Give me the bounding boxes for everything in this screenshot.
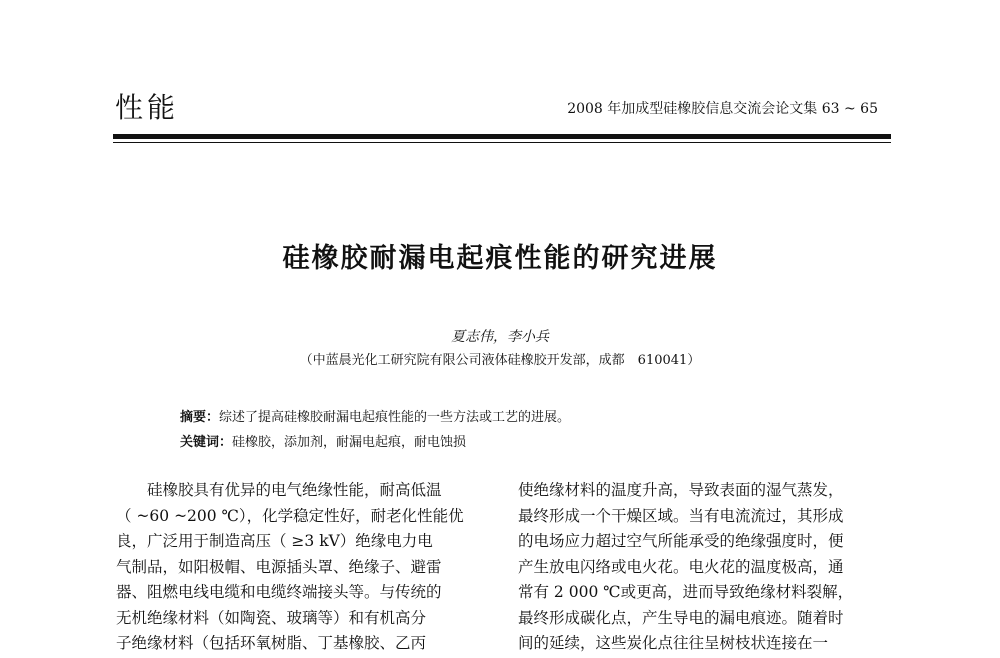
body-line: 产生放电闪络或电火花。电火花的温度极高，通 [518, 557, 844, 576]
body-line: （ ~60 ~200 ℃），化学稳定性好，耐老化性能优 [116, 506, 464, 525]
paper-title: 硅橡胶耐漏电起痕性能的研究进展 [282, 243, 718, 274]
body-line: 无机绝缘材料（如陶瓷、玻璃等）和有机高分 [116, 608, 427, 627]
abstract-text: 综述了提高硅橡胶耐漏电起痕性能的一些方法或工艺的进展。 [219, 410, 571, 425]
abstract [180, 406, 570, 425]
body-line: 气制品，如阳极帽、电源插头罩、绝缘子、避雷 [116, 557, 442, 576]
body-line: 最终形成一个干燥区域。当有电流流过，其形成 [518, 506, 844, 525]
header-rule-thick [113, 134, 891, 139]
authors: 夏志伟，李小兵 [451, 329, 549, 345]
body-column-right [518, 478, 886, 657]
body-line: 最终形成碳化点，产生导电的漏电痕迹。随着时 [518, 608, 844, 627]
keywords [180, 431, 466, 450]
body-line: 器、阻燃电线电缆和电缆终端接头等。与传统的 [116, 583, 442, 601]
body-column-left [116, 478, 484, 657]
body-line: 良，广泛用于制造高压（ ≥3 kV）绝缘电力电 [116, 532, 433, 550]
keywords-label: 关键词： [180, 435, 233, 450]
journal-info: 2008 年加成型硅橡胶信息交流会论文集 63 ~ 65 [567, 101, 878, 117]
abstract-label: 摘要： [180, 410, 220, 425]
section-label: 性能 [115, 91, 180, 124]
affiliation: （中蓝晨光化工研究院有限公司液体硅橡胶开发部，成都 610041） [299, 353, 701, 368]
body-line: 使绝缘材料的温度升高，导致表面的湿气蒸发， [518, 481, 844, 499]
body-line: 子绝缘材料（包括环氧树脂、丁基橡胶、乙丙 [116, 634, 427, 652]
body-line: 的电场应力超过空气所能承受的绝缘强度时，便 [518, 532, 844, 550]
body-line: 常有 2 000 ℃或更高，进而导致绝缘材料裂解， [518, 583, 854, 601]
body-line: 硅橡胶具有优异的电气绝缘性能，耐高低温 [147, 481, 442, 499]
header-rule-thin [113, 142, 891, 143]
body-line: 间的延续，这些炭化点往往呈树枝状连接在一 [518, 634, 829, 652]
keywords-text: 硅橡胶，添加剂，耐漏电起痕，耐电蚀损 [232, 435, 467, 450]
